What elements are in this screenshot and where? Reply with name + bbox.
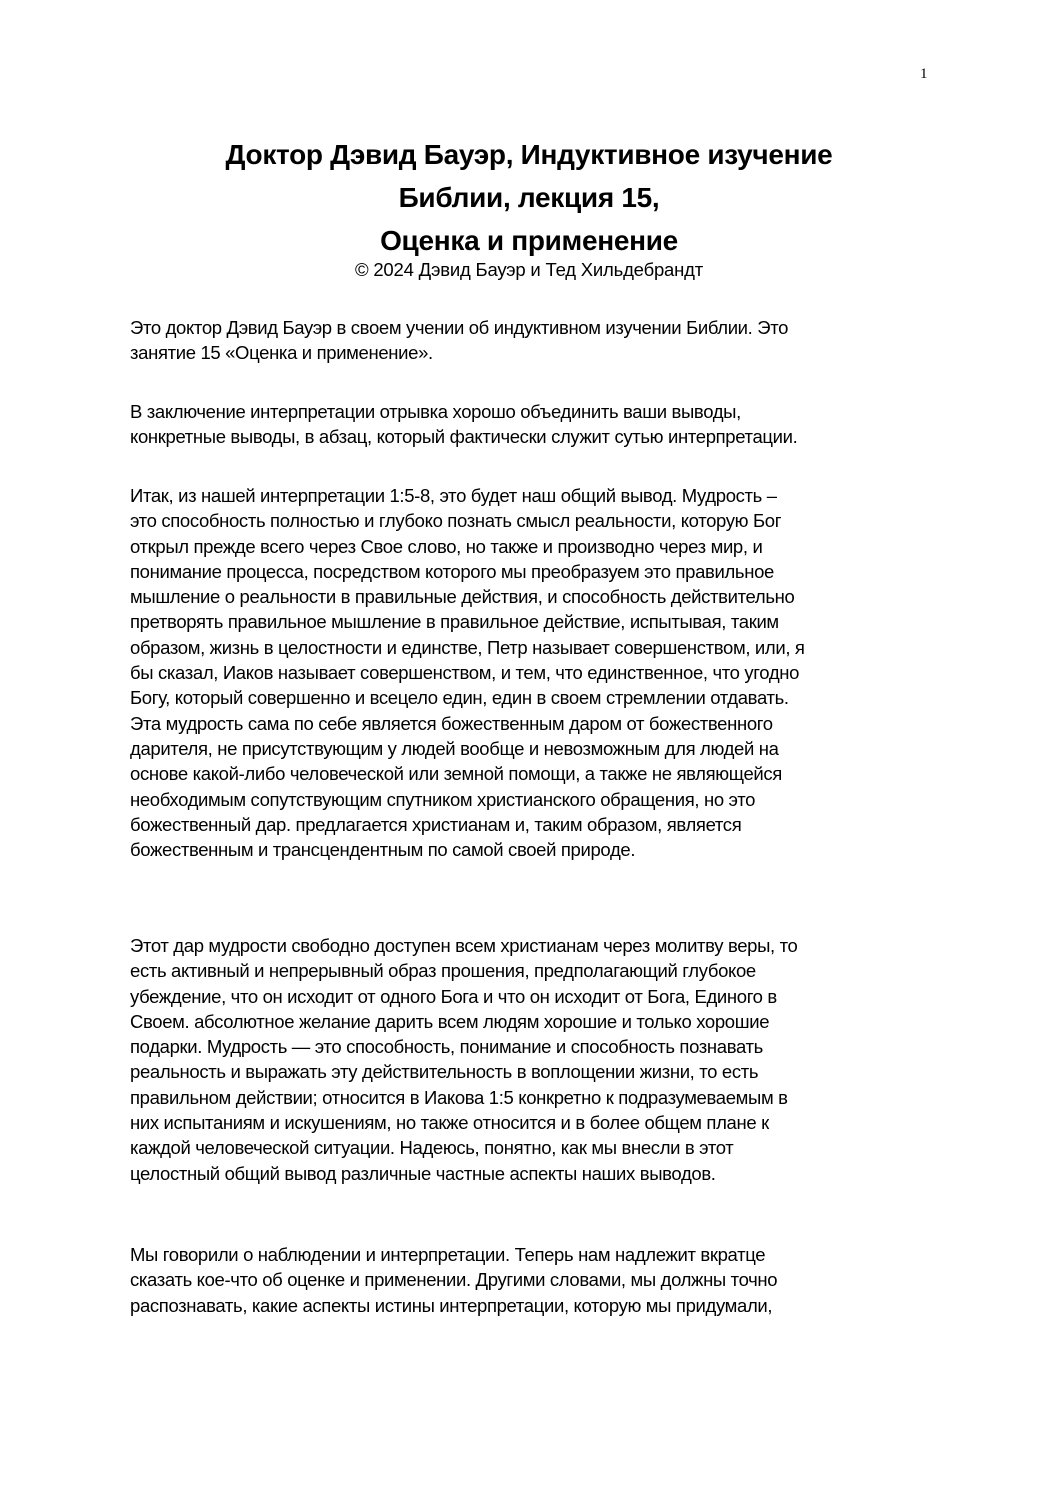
paragraph: [130, 399, 797, 450]
text-line: божественным и трансцендентным по самой своей природе.: [130, 839, 636, 861]
title-line: Доктор Дэвид Бауэр, Индуктивное изучение: [225, 139, 833, 170]
text-line: Итак, из нашей интерпретации 1:5-8, это будет наш общий вывод. Мудрость –: [130, 485, 777, 506]
text-line: божественный дар. предлагается христианам и, таким образом, является: [130, 813, 742, 835]
text-line: целостный общий вывод различные частные аспекты наших выводов.: [130, 1162, 716, 1184]
text-line: занятие 15 «Оценка и применение».: [130, 342, 433, 364]
text-line: дарителя, не присутствующим у людей вообще и невозможным для людей на: [130, 737, 779, 759]
text-line: правильном действии; относится в Иакова 1:5 конкретно к подразумеваемым в: [130, 1086, 788, 1108]
text-line: открыл прежде всего через Свое слово, но также и производно через мир, и: [130, 535, 763, 557]
paragraph: [130, 1242, 777, 1318]
text-line: мышление о реальности в правильные действия, и способность действительно: [130, 586, 795, 608]
text-line: сказать кое-что об оценке и применении. Другими словами, мы должны точно: [130, 1269, 778, 1291]
text-line: них испытаниям и искушениям, но также относится и в более общем плане к: [130, 1112, 769, 1134]
text-line: образом, жизнь в целостности и единстве, Петр называет совершенством, или, я: [130, 636, 805, 658]
text-line: Своем. абсолютное желание дарить всем людям хорошие и только хорошие: [130, 1010, 770, 1032]
text-line: Это доктор Дэвид Бауэр в своем учении об индуктивном изучении Библии. Это: [130, 317, 789, 338]
text-line: претворять правильное мышление в правильное действие, испытывая, таким: [130, 611, 779, 633]
text-line: Этот дар мудрости свободно доступен всем христианам через молитву веры, то: [130, 935, 798, 956]
paragraph: [130, 315, 788, 366]
page-number: 1: [920, 66, 928, 82]
text-line: это способность полностью и глубоко познать смысл реальности, которую Бог: [130, 510, 782, 532]
paragraph: [130, 483, 805, 862]
text-line: бы сказал, Иаков называет совершенством, и тем, что единственное, что угодно: [130, 662, 800, 684]
title-line: Библии, лекция 15,: [398, 182, 660, 213]
text-line: основе какой-либо человеческой или земной помощи, а также не являющейся: [130, 763, 782, 785]
text-line: распознавать, какие аспекты истины интерпретации, которую мы придумали,: [130, 1294, 773, 1316]
copyright: © 2024 Дэвид Бауэр и Тед Хильдебрандт: [354, 259, 704, 280]
text-line: конкретные выводы, в абзац, который фактически служит сутью интерпретации.: [130, 426, 798, 448]
title-line: Оценка и применение: [380, 225, 678, 256]
text-line: необходимым сопутствующим спутником христианского обращения, но это: [130, 788, 756, 810]
text-line: Богу, который совершенно и всецело един, един в своем стремлении отдавать.: [130, 687, 789, 709]
text-line: Эта мудрость сама по себе является божественным даром от божественного: [130, 712, 773, 734]
text-line: понимание процесса, посредством которого мы преобразуем это правильное: [130, 560, 774, 582]
text-line: убеждение, что он исходит от одного Бога и что он исходит от Бога, Единого в: [130, 985, 777, 1007]
text-line: каждой человеческой ситуации. Надеюсь, понятно, как мы внесли в этот: [130, 1137, 734, 1159]
text-line: реальность и выражать эту действительность в воплощении жизни, то есть: [130, 1061, 759, 1083]
text-line: В заключение интерпретации отрывка хорошо объединить ваши выводы,: [130, 401, 741, 422]
document-title: [0, 133, 1058, 262]
text-line: есть активный и непрерывный образ прошения, предполагающий глубокое: [130, 960, 756, 982]
text-line: Мы говорили о наблюдении и интерпретации. Теперь нам надлежит вкратце: [130, 1244, 766, 1265]
paragraph: [130, 933, 797, 1186]
text-line: подарки. Мудрость — это способность, понимание и способность познавать: [130, 1036, 763, 1058]
